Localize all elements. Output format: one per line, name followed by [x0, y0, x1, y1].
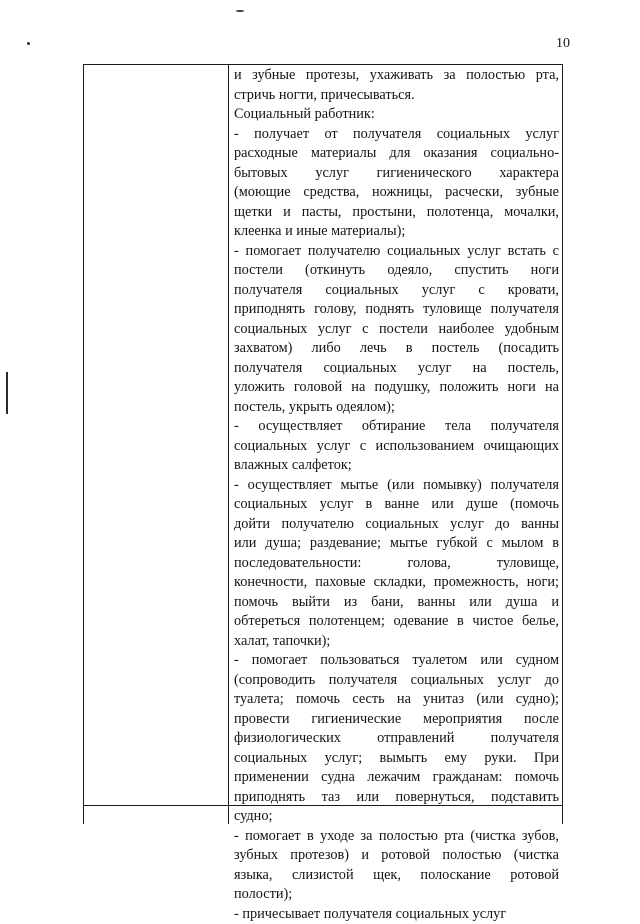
cell-text-line: получателя социальных услуг на постель, [234, 359, 559, 379]
cell-text-line: - помогает в уходе за полостью рта (чистка зубов, [234, 827, 559, 847]
cell-text-line: (моющие средства, ножницы, расчески, зубные [234, 183, 559, 203]
cell-text-line: клеенка и иные материалы); [234, 222, 559, 242]
cell-text-line: - осуществляет мытье (или помывку) получателя [234, 476, 559, 496]
cell-text-line: захватом) либо лечь в постель (посадить [234, 339, 559, 359]
scan-speck [27, 42, 30, 45]
cell-text-line: - помогает получателю социальных услуг встать с [234, 242, 559, 262]
cell-text-line: - получает от получателя социальных услуг [234, 125, 559, 145]
cell-text-line: социальных услуг с постели наиболее удобным [234, 320, 559, 340]
cell-text-line: приподнять голову, поднять туловище получателя [234, 300, 559, 320]
scan-speck [236, 10, 244, 12]
cell-text-line: стричь ногти, причесываться. [234, 86, 559, 106]
cell-text-line: социальных услуг в ванне или душе (помочь [234, 495, 559, 515]
cell-text-line: влажных салфеток; [234, 456, 559, 476]
cell-text-line: помочь выйти из бани, ванны или душа и [234, 593, 559, 613]
cell-text-line: конечности, паховые складки, промежность, ноги; [234, 573, 559, 593]
cell-text-line: - осуществляет обтирание тела получателя [234, 417, 559, 437]
cell-text-line: получателя социальных услуг с кровати, [234, 281, 559, 301]
service-description-cell [234, 66, 559, 924]
cell-text-line: постель, укрыть одеялом); [234, 398, 559, 418]
services-table [83, 64, 563, 824]
cell-text-line: последовательности: голова, туловище, [234, 554, 559, 574]
cell-text-line: туалета; помочь сесть на унитаз (или судно); [234, 690, 559, 710]
cell-text-line: - помогает пользоваться туалетом или судном [234, 651, 559, 671]
cell-text-line: провести гигиенические мероприятия после [234, 710, 559, 730]
table-row-divider [84, 805, 562, 806]
cell-text-line: полости); [234, 885, 559, 905]
cell-text-line: постели (откинуть одеяло, спустить ноги [234, 261, 559, 281]
cell-text-line: судно; [234, 807, 559, 827]
cell-text-line: расходные материалы для оказания социально- [234, 144, 559, 164]
cell-text-line: языка, слизистой щек, полоскание ротовой [234, 866, 559, 886]
table-left-column [84, 65, 229, 824]
cell-text-line: и зубные протезы, ухаживать за полостью рта, [234, 66, 559, 86]
cell-text-line: дойти получателю социальных услуг до ванны [234, 515, 559, 535]
page-number: 10 [556, 36, 570, 52]
cell-text-line: зубных протезов) и ротовой полостью (чистка [234, 846, 559, 866]
cell-text-line: или душа; раздевание; мытье губкой с мылом в [234, 534, 559, 554]
cell-text-line: Социальный работник: [234, 105, 559, 125]
cell-text-line: применении судна лежачим гражданам: помочь [234, 768, 559, 788]
margin-mark [6, 372, 8, 414]
cell-text-line: - причесывает получателя социальных услуг [234, 905, 559, 924]
cell-text-line: бытовых услуг гигиенического характера [234, 164, 559, 184]
cell-text-line: халат, тапочки); [234, 632, 559, 652]
cell-text-line: физиологических отправлений получателя [234, 729, 559, 749]
cell-text-line: приподнять таз или повернуться, подставить [234, 788, 559, 808]
cell-text-line: социальных услуг с использованием очищающих [234, 437, 559, 457]
cell-text-line: уложить головой на подушку, положить ноги на [234, 378, 559, 398]
cell-text-line: социальных услуг; вымыть ему руки. При [234, 749, 559, 769]
cell-text-line: обтереться полотенцем; одевание в чистое белье, [234, 612, 559, 632]
cell-text-line: (сопроводить получателя социальных услуг до [234, 671, 559, 691]
cell-text-line: щетки и пасты, простыни, полотенца, мочалки, [234, 203, 559, 223]
